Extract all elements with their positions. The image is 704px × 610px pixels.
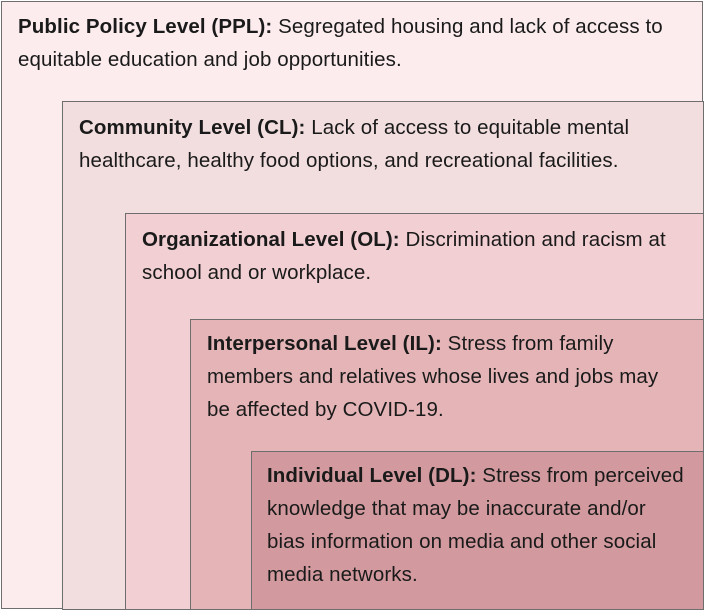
individual-level-text [267, 459, 687, 591]
organizational-level-label: Organizational Level (OL): [142, 228, 400, 251]
public-policy-level-label: Public Policy Level (PPL): [18, 15, 273, 38]
public-policy-level-description: Segregated housing and lack of access to equitable education and job opportunities. [18, 15, 663, 71]
community-level-text [79, 111, 699, 177]
public-policy-level-text [18, 10, 698, 76]
organizational-level-description: Discrimination and racism at school and or workplace. [142, 228, 666, 284]
interpersonal-level-text [207, 327, 677, 426]
individual-level-description: Stress from perceived knowledge that may be inaccurate and/or bias information on media and other social media networks. [267, 464, 684, 586]
individual-level-box [251, 451, 704, 610]
interpersonal-level-label: Interpersonal Level (IL): [207, 332, 442, 355]
organizational-level-text [142, 223, 687, 289]
community-level-label: Community Level (CL): [79, 116, 306, 139]
interpersonal-level-description: Stress from family members and relatives whose lives and jobs may be affected by COVID-19. [207, 332, 659, 421]
individual-level-label: Individual Level (DL): [267, 464, 477, 487]
community-level-description: Lack of access to equitable mental healthcare, healthy food options, and recreational facilities. [79, 116, 630, 172]
